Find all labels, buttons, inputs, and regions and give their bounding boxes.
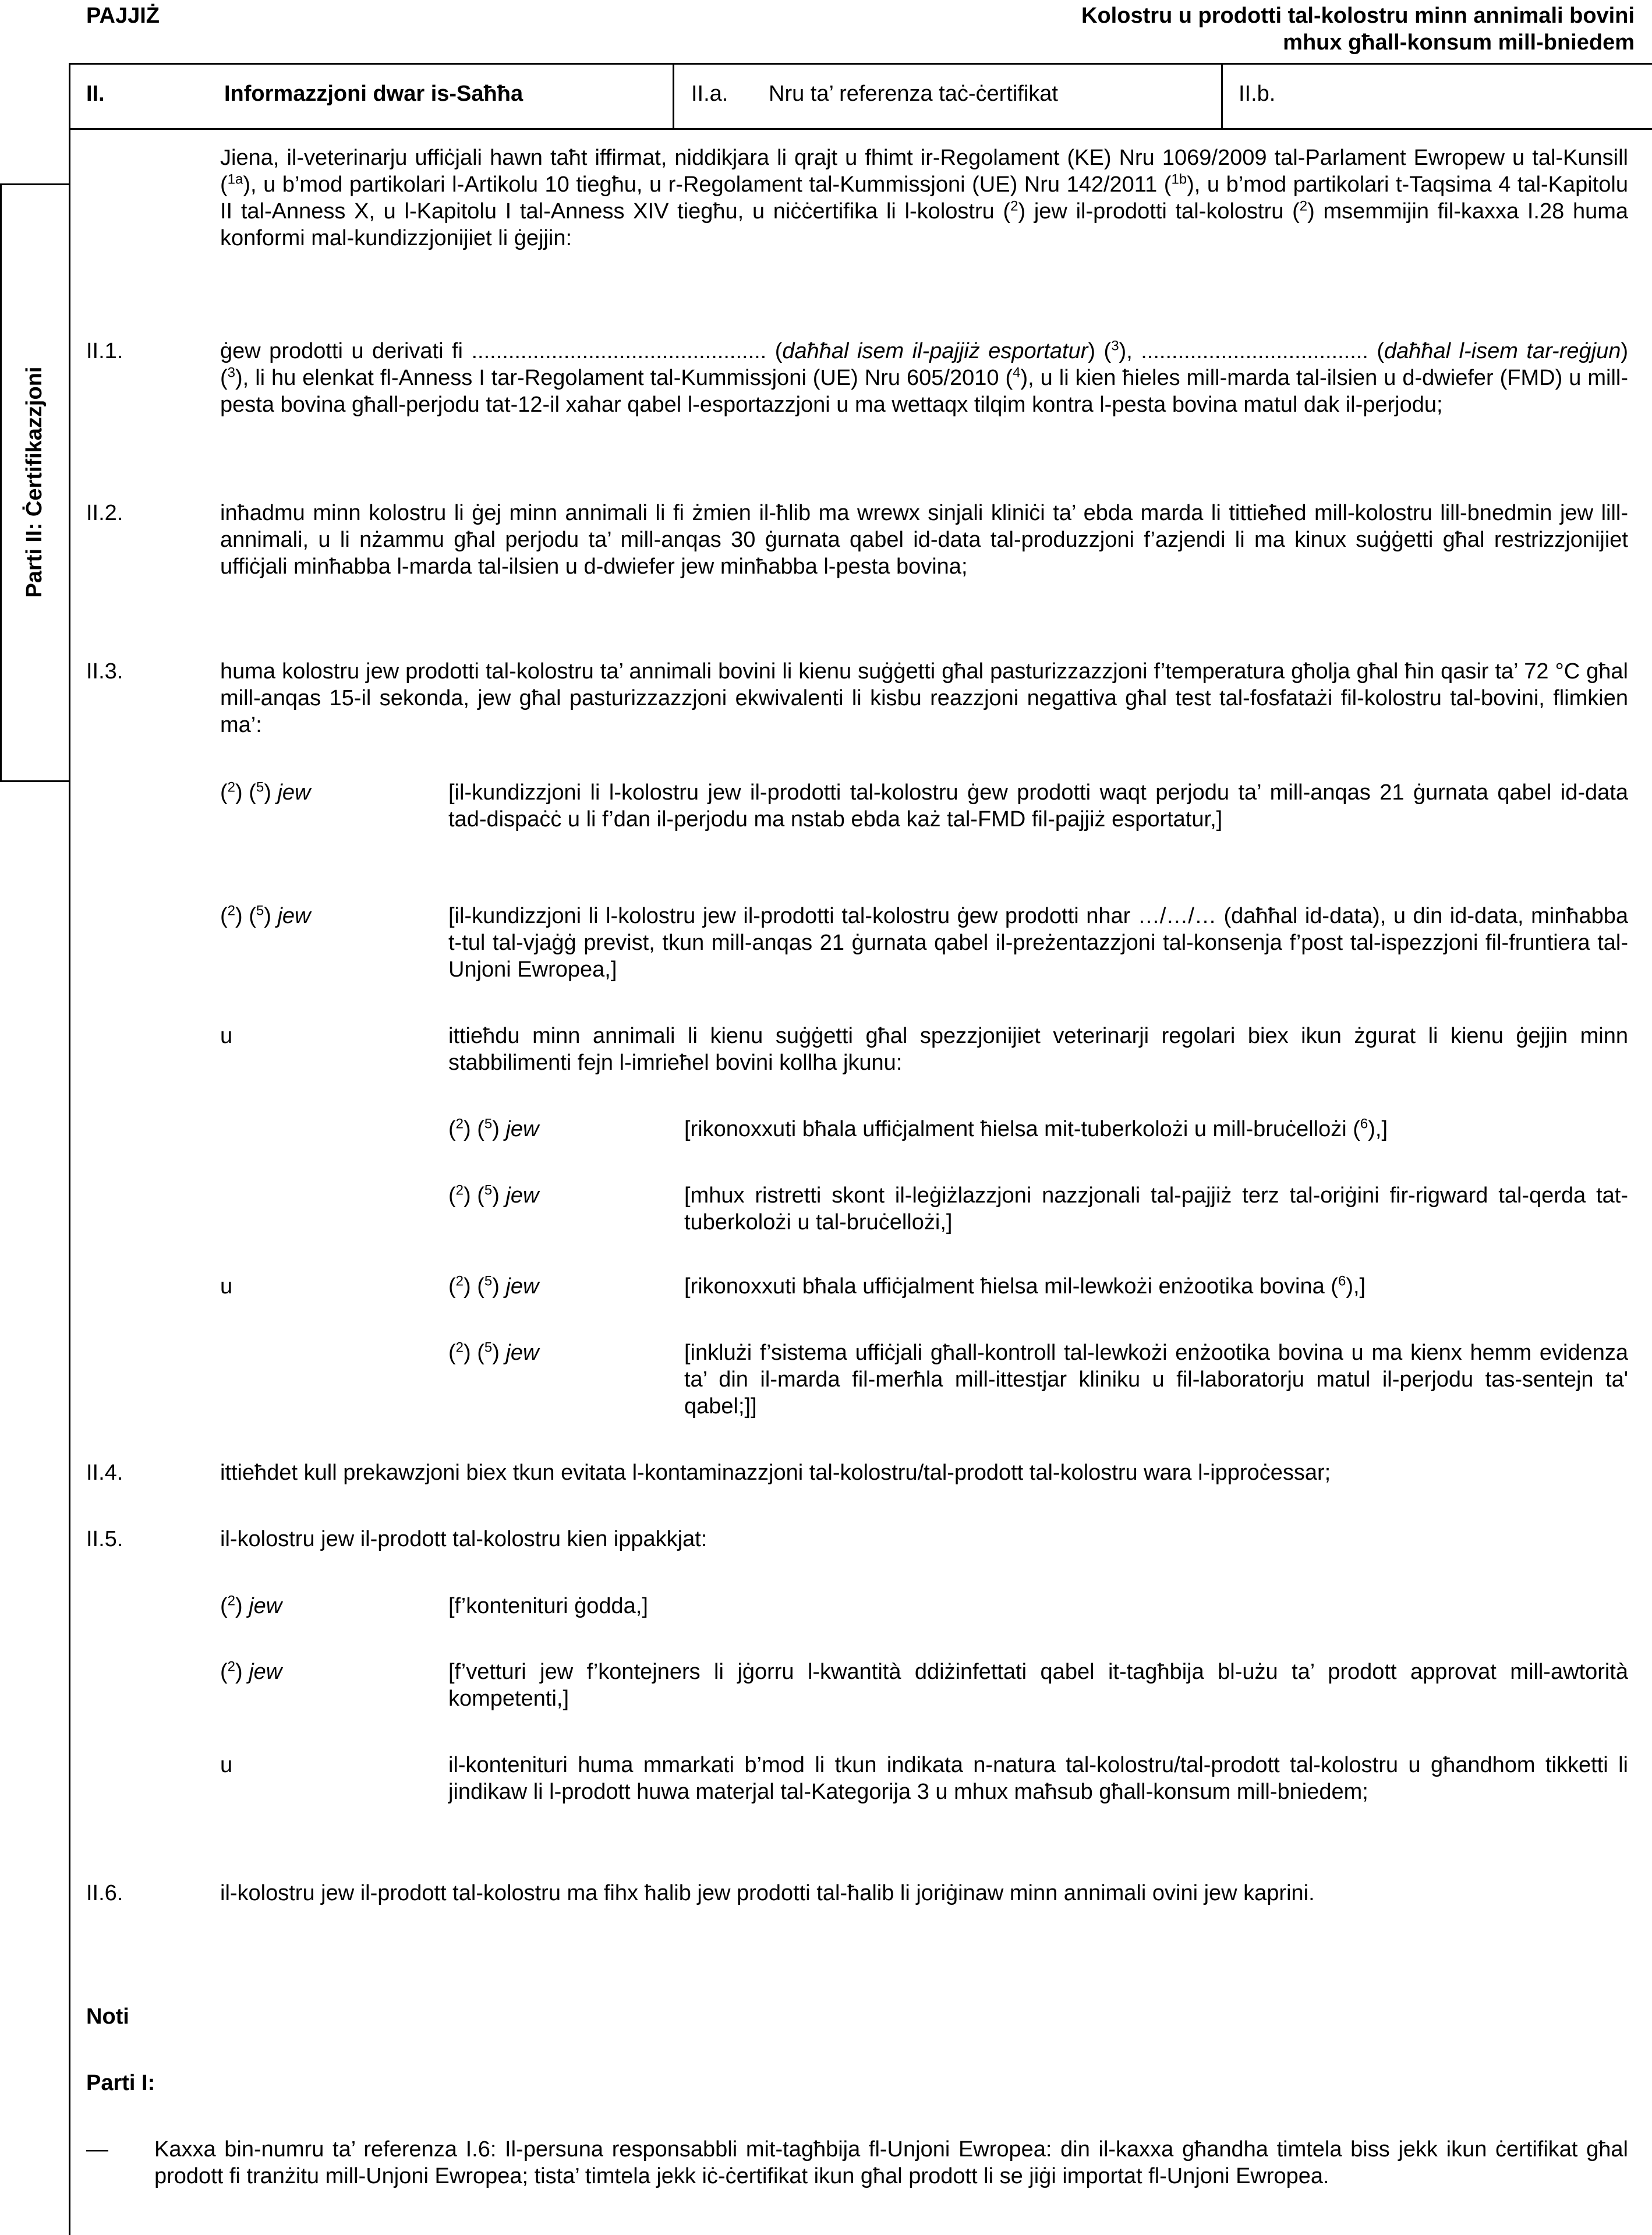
option-label: ($^2$) jew bbox=[220, 1593, 282, 1618]
notes-title: Noti bbox=[86, 2004, 129, 2029]
option-label: ($^2$) ($^5$) jew bbox=[448, 1273, 539, 1299]
ii5-option-b-text: [f’vetturi jew f’kontejners li jġorru l-kwantità ddiżinfettati qabel it-tagħbija bl-użu ta’ prodott approvat mill-awtorità kompetenti,] bbox=[448, 1660, 1628, 1711]
option-label: ($^2$) ($^5$) jew bbox=[220, 903, 311, 928]
option-d1-text: [rikonoxxuti bħala uffiċjalment ħielsa mil-lewkożi enżootika bovina ($^6$),] bbox=[684, 1273, 1366, 1299]
iib-label: II.b. bbox=[1239, 82, 1276, 106]
country-label: PAJJIŻ bbox=[86, 3, 160, 28]
item-ii3-text: huma kolostru jew prodotti tal-kolostru ta’ annimali bovini li kienu suġġetti għal pasturizzazzjoni f’temperatura għolja għal ħin qasir ta’ 72 °C għal mill-anqas 15-il sekonda, jew għal pasturizzazzjoni ekwivalenti li kisbu reazzjoni negattiva għal test tal-fosfatażi fil-kolostru tal-bovini, flimkien ma’: bbox=[220, 659, 1628, 737]
item-ii3-number: II.3. bbox=[86, 659, 123, 684]
item-ii1-text: ġew prodotti u derivati fi ................................................ (daħħal isem il-pajjiż esportatur) ($^3$), ..................................... (daħħal l-isem tar-reġjun) ($^3$), li hu elenkat fl-Anness I tar-Regolament tal-Kummissjoni (UE) Nru 605/2010 ($^4$), u li kien ħieles mill-marda tal-ilsien u d-dwiefer (FMD) u mill-pesta bovina għall-perjodu tat-12-il xahar qabel l-esportazzjoni u ma wettaqx tilqim kontra l-pesta bovina matul dak il-perjodu; bbox=[220, 338, 1628, 417]
option-label-u: u bbox=[220, 1753, 233, 1777]
option-b-text: [il-kundizzjoni li l-kolostru jew il-prodotti tal-kolostru ġew prodotti nhar …/…/… (daħħal id-data), u din id-data, minħabba t-tul tal-vjaġġ previst, tkun mill-anqas 21 ġurnata qabel il-preżentazzjoni tal-konsenja f’post tal-ispezzjoni fil-fruntiera tal-Unjoni Ewropea,] bbox=[448, 904, 1628, 982]
notes-dash: — bbox=[86, 2137, 108, 2162]
document-title-line1: Kolostru u prodotti tal-kolostru minn annimali bovini bbox=[1081, 3, 1635, 28]
ref-number-caption: Nru ta’ referenza taċ-ċertifikat bbox=[769, 82, 1058, 106]
side-box-bottom bbox=[0, 780, 70, 782]
option-label-u: u bbox=[220, 1024, 233, 1048]
option-c1-text: [rikonoxxuti bħala uffiċjalment ħielsa mit-tuberkolożi u mill-bruċellożi ($^6$),] bbox=[684, 1116, 1388, 1141]
side-box-left bbox=[0, 183, 2, 782]
side-box-top bbox=[0, 183, 70, 185]
option-d2-text: [inklużi f’sistema uffiċjali għall-kontroll tal-lewkożi enżootika bovina u ma kienx hemm evidenza ta’ din il-marda fil-merħla mill-ittestjar kliniku u fil-laboratorju matul il-perjodu tas-sentejn ta' qabel;]] bbox=[684, 1341, 1628, 1419]
item-ii5-text: il-kolostru jew il-prodott tal-kolostru kien ippakkjat: bbox=[220, 1527, 708, 1551]
item-ii6-text: il-kolostru jew il-prodott tal-kolostru ma fihx ħalib jew prodotti tal-ħalib li joriġinaw minn annimali ovini jew kaprini. bbox=[220, 1881, 1315, 1905]
header-box-left bbox=[69, 63, 70, 2235]
option-label: ($^2$) ($^5$) jew bbox=[448, 1116, 539, 1141]
option-label: ($^2$) ($^5$) jew bbox=[220, 779, 311, 805]
option-c2-text: [mhux ristretti skont il-leġiżlazzjoni nazzjonali tal-pajjiż terz tal-oriġini fir-rigward tal-qerda tat-tuberkolożi u tal-bruċellożi,] bbox=[684, 1183, 1628, 1235]
header-divider-1 bbox=[673, 63, 674, 129]
ref-number-label: II.a. bbox=[691, 82, 728, 106]
section-title: Informazzjoni dwar is-Saħħa bbox=[224, 82, 523, 106]
item-ii4-number: II.4. bbox=[86, 1460, 123, 1485]
header-box-bottom bbox=[69, 128, 1652, 130]
intro-paragraph: Jiena, il-veterinarju uffiċjali hawn taħt iffirmat, niddikjara li qrajt u fhimt ir-Regolament (KE) Nru 1069/2009 tal-Parlament Ewropew u tal-Kunsill ($^{1a}$), u b’mod partikolari l-Artikolu 10 tiegħu, u r-Regolament tal-Kummissjoni (UE) Nru 142/2011 ($^{1b}$), u b’mod partikolari t-Taqsima 4 tal-Kapitolu II tal-Anness X, u l-Kapitolu I tal-Anness XIV tiegħu, u niċċertifika li l-kolostru ($^2$) jew il-prodotti tal-kolostru ($^2$) msemmijin fil-kaxxa I.28 huma konformi mal-kundizzjonijiet li ġejjin: bbox=[220, 146, 1628, 250]
option-label: ($^2$) ($^5$) jew bbox=[448, 1182, 539, 1208]
ii5-option-c-text: il-kontenituri huma mmarkati b’mod li tkun indikata n-natura tal-kolostru/tal-prodott tal-kolostru u għandhom tikketti li jindikaw li l-prodott huwa materjal tal-Kategorija 3 u mhux maħsub għall-konsum mill-bniedem; bbox=[448, 1753, 1628, 1804]
notes-part-label: Parti I: bbox=[86, 2071, 155, 2095]
option-label: ($^2$) ($^5$) jew bbox=[448, 1339, 539, 1365]
header-divider-2 bbox=[1221, 63, 1223, 129]
item-ii2-text: inħadmu minn kolostru li ġej minn annimali li fi żmien il-ħlib ma wrewx sinjali kliniċi ta’ ebda marda li tittieħed mill-kolostru lill-bnedmin jew lill-annimali, u li nżammu għal perjodu ta’ mill-anqas 30 ġurnata qabel id-data tal-produzzjoni f’azjendi li ma kinux suġġetti għal restrizzjonijiet uffiċjali minħabba l-marda tal-ilsien u d-dwiefer jew minħabba l-pesta bovina; bbox=[220, 501, 1628, 579]
option-c-text: ittieħdu minn annimali li kienu suġġetti għal spezzjonijiet veterinarji regolari biex ikun żgurat li kienu ġejjin minn stabbilimenti fejn l-imrieħel bovini kollha jkunu: bbox=[448, 1024, 1628, 1075]
item-ii1-number: II.1. bbox=[86, 339, 123, 363]
item-ii2-number: II.2. bbox=[86, 501, 123, 525]
header-box-top bbox=[69, 63, 1652, 65]
option-label-u: u bbox=[220, 1274, 233, 1299]
side-label: Parti II: Ċertifikazzjoni bbox=[22, 366, 47, 598]
document-title-line2: mhux għall-konsum mill-bniedem bbox=[1283, 30, 1635, 55]
notes-text: Kaxxa bin-numru ta’ referenza I.6: Il-persuna responsabbli mit-tagħbija fl-Unjoni Ewropea: din il-kaxxa għandha timtela biss jekk ikun ċertifikat għal prodott fi tranżitu mill-Unjoni Ewropea; tista’ timtela jekk iċ-ċertifikat ikun għal prodott li se jiġi importat fl-Unjoni Ewropea. bbox=[154, 2137, 1628, 2188]
ii5-option-a-text: [f’kontenituri ġodda,] bbox=[448, 1594, 648, 1618]
option-a-text: [il-kundizzjoni li l-kolostru jew il-prodotti tal-kolostru ġew prodotti waqt perjodu ta’ mill-anqas 21 ġurnata qabel id-data tad-dispaċċ u li f’dan il-perjodu ma nstab ebda każ tal-FMD fil-pajjiż esportatur,] bbox=[448, 780, 1628, 832]
item-ii5-number: II.5. bbox=[86, 1527, 123, 1551]
item-ii6-number: II.6. bbox=[86, 1881, 123, 1905]
item-ii4-text: ittieħdet kull prekawzjoni biex tkun evitata l-kontaminazzjoni tal-kolostru/tal-prodott tal-kolostru wara l-ipproċessar; bbox=[220, 1460, 1331, 1485]
section-number: II. bbox=[86, 82, 105, 106]
option-label: ($^2$) jew bbox=[220, 1658, 282, 1684]
document-title bbox=[1081, 2, 1635, 56]
